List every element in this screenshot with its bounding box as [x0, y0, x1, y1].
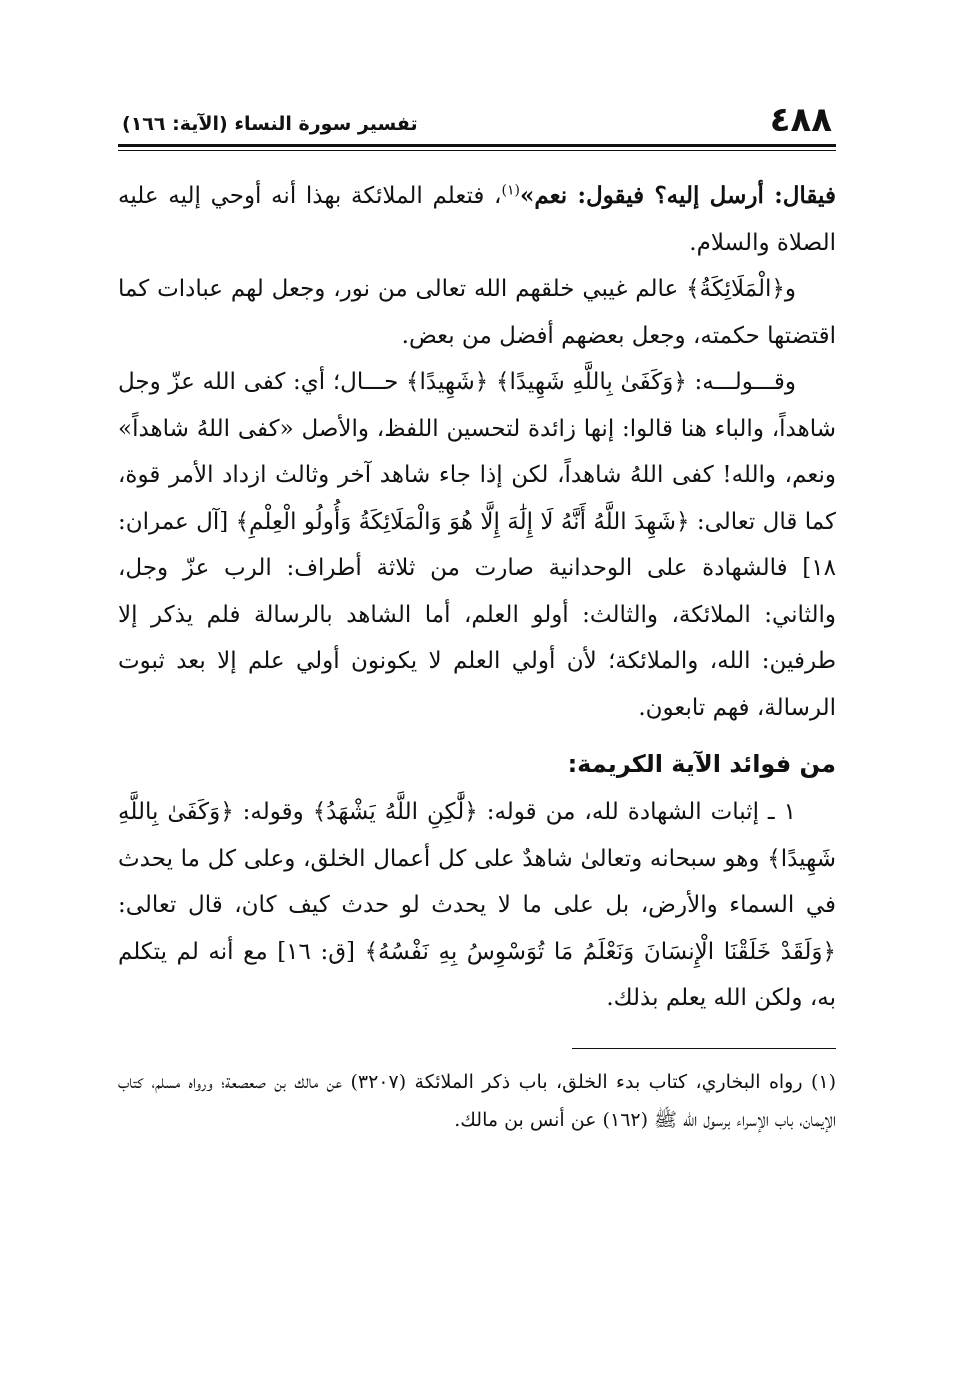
- footnotes: [118, 1063, 836, 1139]
- paragraph-text: [488, 369, 496, 395]
- paragraph-text: وقوله:: [233, 799, 313, 825]
- paragraph-text: حـــال؛ أي: كفى الله عزّ وجل شاهداً، والباء هنا قالوا: إنها زائدة لتحسين اللفظ، والأصل «كفى اللهُ شاهداً» ونعم، والله! كفى اللهُ شاهداً، لكن إذا جاء شاهد آخر وثالث ازداد الأمر قوة، كما قال تعالى:: [118, 369, 836, 535]
- quran-quote: ﴿وَكَفَىٰ بِاللَّهِ شَهِيدًا﴾: [118, 799, 836, 872]
- section-heading: من فوائد الآية الكريمة:: [567, 750, 836, 778]
- paragraph-3: [118, 359, 836, 731]
- quran-quote: ﴿وَكَفَىٰ بِاللَّهِ شَهِيدًا﴾: [495, 369, 687, 395]
- page-header: [118, 96, 836, 140]
- paragraph-text: عالم غيبي خلقهم الله تعالى من نور، وجعل لهم عبادات كما اقتضتها حكمته، وجعل بعضهم أفضل من بعض.: [118, 276, 836, 349]
- hadith-quote: فيقال: أرسل إليه؟ فيقول: نعم»: [519, 182, 836, 209]
- footnote-ref: (١): [501, 182, 520, 199]
- page-number: ٤٨٨: [769, 100, 832, 140]
- quran-quote: ﴿الْمَلَائِكَةُ﴾: [686, 276, 785, 302]
- paragraph-text: ١ ـ إثبات الشهادة لله، من قوله:: [477, 799, 796, 825]
- footnote-marker: (١): [810, 1070, 836, 1093]
- footnote-text: رواه البخاري، كتاب بدء الخلق، باب ذكر الملائكة (٣٢٠٧) عن مالك بن صعصعة؛ ورواه مسلم، كتاب الإيمان، باب الإسراء برسول الله ﷺ (١٦٢) عن أنس بن مالك.: [118, 1070, 836, 1131]
- paragraph-text: ، فتعلم الملائكة بهذا أنه أوحي إليه عليه الصلاة والسلام.: [118, 183, 836, 256]
- quran-quote: ﴿شَهِدَ اللَّهُ أَنَّهُ لَا إِلَٰهَ إِلَّا هُوَ وَالْمَلَائِكَةُ وَأُولُو الْعِلْمِ﴾: [235, 508, 690, 535]
- paragraph-text: [ق: ١٦] مع أنه لم يتكلم به، ولكن الله يعلم بذلك.: [118, 938, 836, 1011]
- footnote-1: [118, 1063, 836, 1139]
- paragraph-text: و: [784, 276, 796, 302]
- paragraph-text: وقـــولـــه:: [686, 369, 797, 395]
- quran-quote: ﴿شَهِيدًا﴾: [406, 369, 489, 395]
- book-page: [118, 96, 836, 1139]
- paragraph-1: [118, 173, 836, 266]
- body-text: [118, 173, 836, 1022]
- paragraph-text: [آل عمران: ١٨] فالشهادة على الوحدانية صارت من ثلاثة أطراف: الرب عزّ وجل، والثاني: الملائكة، والثالث: أولو العلم، أما الشاهد بالرسالة فلم يذكر إلا طرفين: الله، والملائكة؛ لأن أولي العلم لا يكونون أولي علم إلا بعد ثبوت الرسالة، فهم تابعون.: [118, 508, 836, 721]
- footnote-divider: [572, 1048, 836, 1049]
- header-rule: [118, 144, 836, 151]
- benefit-1: [118, 789, 836, 1022]
- quran-quote: ﴿لَّٰكِنِ اللَّهُ يَشْهَدُ﴾: [312, 799, 478, 825]
- paragraph-2: [118, 266, 836, 359]
- paragraph-text: وهو سبحانه وتعالىٰ شاهدٌ على كل أعمال الخلق، وعلى كل ما يحدث في السماء والأرض، بل على ما لا يحدث لو حدث كيف كان، قال تعالى:: [118, 845, 836, 918]
- quran-quote: ﴿وَلَقَدْ خَلَقْنَا الْإِنسَانَ وَنَعْلَمُ مَا تُوَسْوِسُ بِهِ نَفْسُهُ﴾: [364, 938, 836, 965]
- running-title: تفسير سورة النساء (الآية: ١٦٦): [122, 113, 418, 135]
